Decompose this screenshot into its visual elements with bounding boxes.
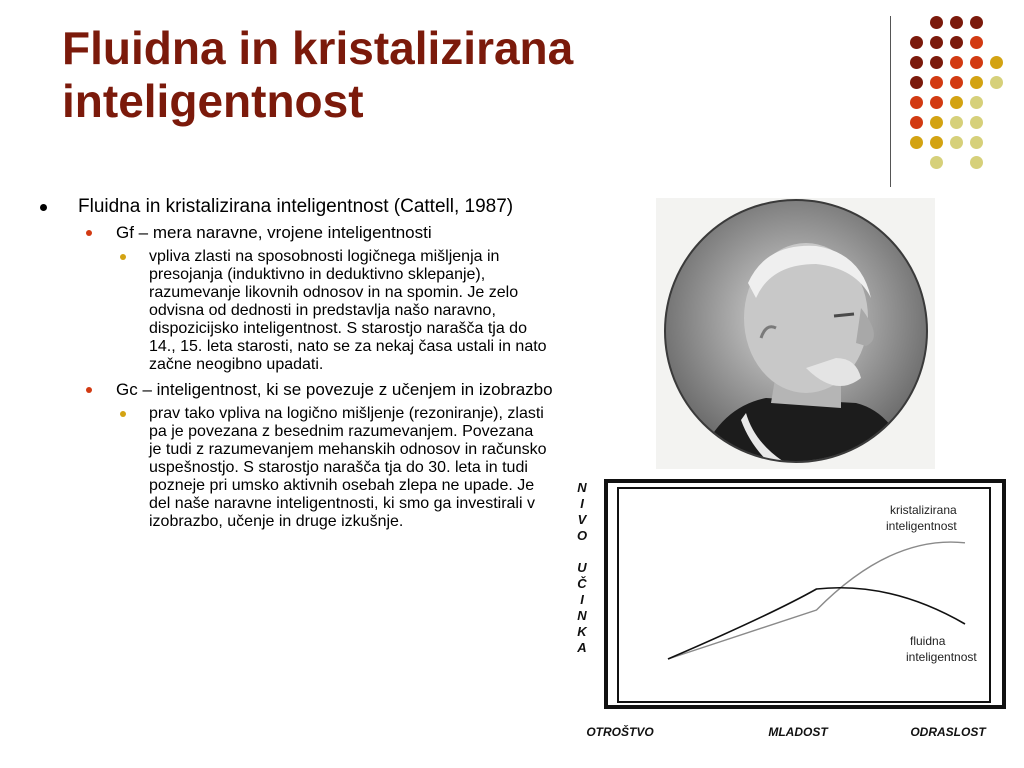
decorative-dot: [910, 56, 923, 69]
decorative-dot: [950, 136, 963, 149]
decorative-dot: [930, 116, 943, 129]
y-axis-letter: K: [577, 624, 587, 639]
series-label-line1: fluidna: [910, 634, 946, 648]
decorative-dot: [930, 56, 943, 69]
y-axis-label: [576, 480, 588, 655]
y-axis-letter: V: [577, 512, 587, 527]
y-axis-letter: N: [577, 480, 587, 495]
decorative-dot: [910, 136, 923, 149]
bullet-dot-icon: [86, 387, 92, 393]
y-axis-letter: O: [576, 528, 588, 543]
y-axis-letter: U: [577, 560, 587, 575]
y-axis-letter: N: [577, 608, 587, 623]
decorative-dot: [990, 56, 1003, 69]
decorative-dot: [950, 116, 963, 129]
y-axis-letter: I: [580, 592, 584, 607]
decorative-dot: [930, 96, 943, 109]
bullet-gf: [40, 223, 560, 242]
bullet-gc-detail: [40, 405, 549, 531]
bullet-gf-detail: [40, 248, 549, 374]
x-tick-label: MLADOST: [768, 725, 828, 739]
title-line-1: Fluidna in kristalizirana: [62, 22, 574, 74]
decorative-dot: [990, 76, 1003, 89]
decorative-dot: [970, 156, 983, 169]
bullet-gc: [40, 380, 560, 399]
bullet-dot-icon: [120, 411, 126, 417]
decorative-dot: [910, 116, 923, 129]
decorative-dot: [950, 16, 963, 29]
decorative-dot: [930, 156, 943, 169]
slide-title: [62, 22, 862, 128]
x-tick-label: ODRASLOST: [910, 725, 986, 739]
bullet-main-text: Fluidna in kristalizirana inteligentnost (Cattell, 1987): [78, 196, 514, 217]
bullet-gf-detail-text: vpliva zlasti na sposobnosti logičnega mišljenja in presojanja (induktivno in deduktivno sklepanje), razumevanje likovnih odnosov in na spomin. Je zelo odvisna od dednosti in predstavlja našo naravno, dispozicijsko inteligentnost. S starostjo narašča tja do 14., 15. leta starosti, nato se za nekaj časa ustali in nato začne neogibno upadati.: [149, 248, 547, 373]
x-tick-label: OTROŠTVO: [586, 725, 654, 739]
decorative-dot: [950, 56, 963, 69]
portrait-image: [656, 198, 935, 469]
decorative-dot: [930, 16, 943, 29]
decorative-divider: [890, 16, 891, 187]
series-label-line2: inteligentnost: [886, 519, 957, 533]
chart-svg: [570, 478, 1010, 748]
bullet-dot-icon: [40, 204, 47, 211]
decorative-dot: [910, 36, 923, 49]
decorative-dot: [970, 36, 983, 49]
bullet-gc-text: Gc – inteligentnost, ki se povezuje z učenjem in izobrazbo: [116, 380, 553, 399]
x-axis-ticks: [586, 724, 987, 739]
bullet-gc-detail-text: prav tako vpliva na logično mišljenje (rezoniranje), zlasti pa je povezana z besednim razumevanjem. Povezana je tudi z razumevanjem mehanskih odnosov in računsko uspešnostjo. S starostjo narašča tja do 30. leta in tudi pozneje pri umsko aktivnih osebah zlepa ne upade. Je del naše naravne inteligentnosti, ki smo ga investirali v izobrazbo, učenje in druge izkušnje.: [149, 405, 547, 530]
bullet-main: [40, 196, 560, 217]
decorative-dot: [950, 76, 963, 89]
decorative-dot: [930, 136, 943, 149]
series-label-line1: kristalizirana: [890, 503, 957, 517]
decorative-dot: [950, 36, 963, 49]
portrait-photo: [656, 198, 935, 469]
bullet-list: [40, 196, 560, 537]
decorative-dot: [970, 136, 983, 149]
y-axis-letter: I: [580, 496, 584, 511]
decorative-dot: [950, 96, 963, 109]
decorative-dot: [970, 96, 983, 109]
bullet-dot-icon: [120, 254, 126, 260]
bullet-gf-text: Gf – mera naravne, vrojene inteligentnosti: [116, 223, 432, 242]
decorative-dot: [970, 116, 983, 129]
decorative-dot: [910, 76, 923, 89]
decorative-dot: [970, 76, 983, 89]
decorative-dot: [930, 36, 943, 49]
y-axis-letter: A: [577, 640, 587, 655]
series-label-line2: inteligentnost: [906, 650, 977, 664]
title-line-2: inteligentnost: [62, 75, 364, 127]
decorative-dot: [910, 96, 923, 109]
decorative-dot: [930, 76, 943, 89]
bullet-dot-icon: [86, 230, 92, 236]
intelligence-chart: [570, 478, 1010, 748]
y-axis-letter: Č: [577, 576, 587, 591]
decorative-dot: [970, 16, 983, 29]
decorative-dot: [970, 56, 983, 69]
